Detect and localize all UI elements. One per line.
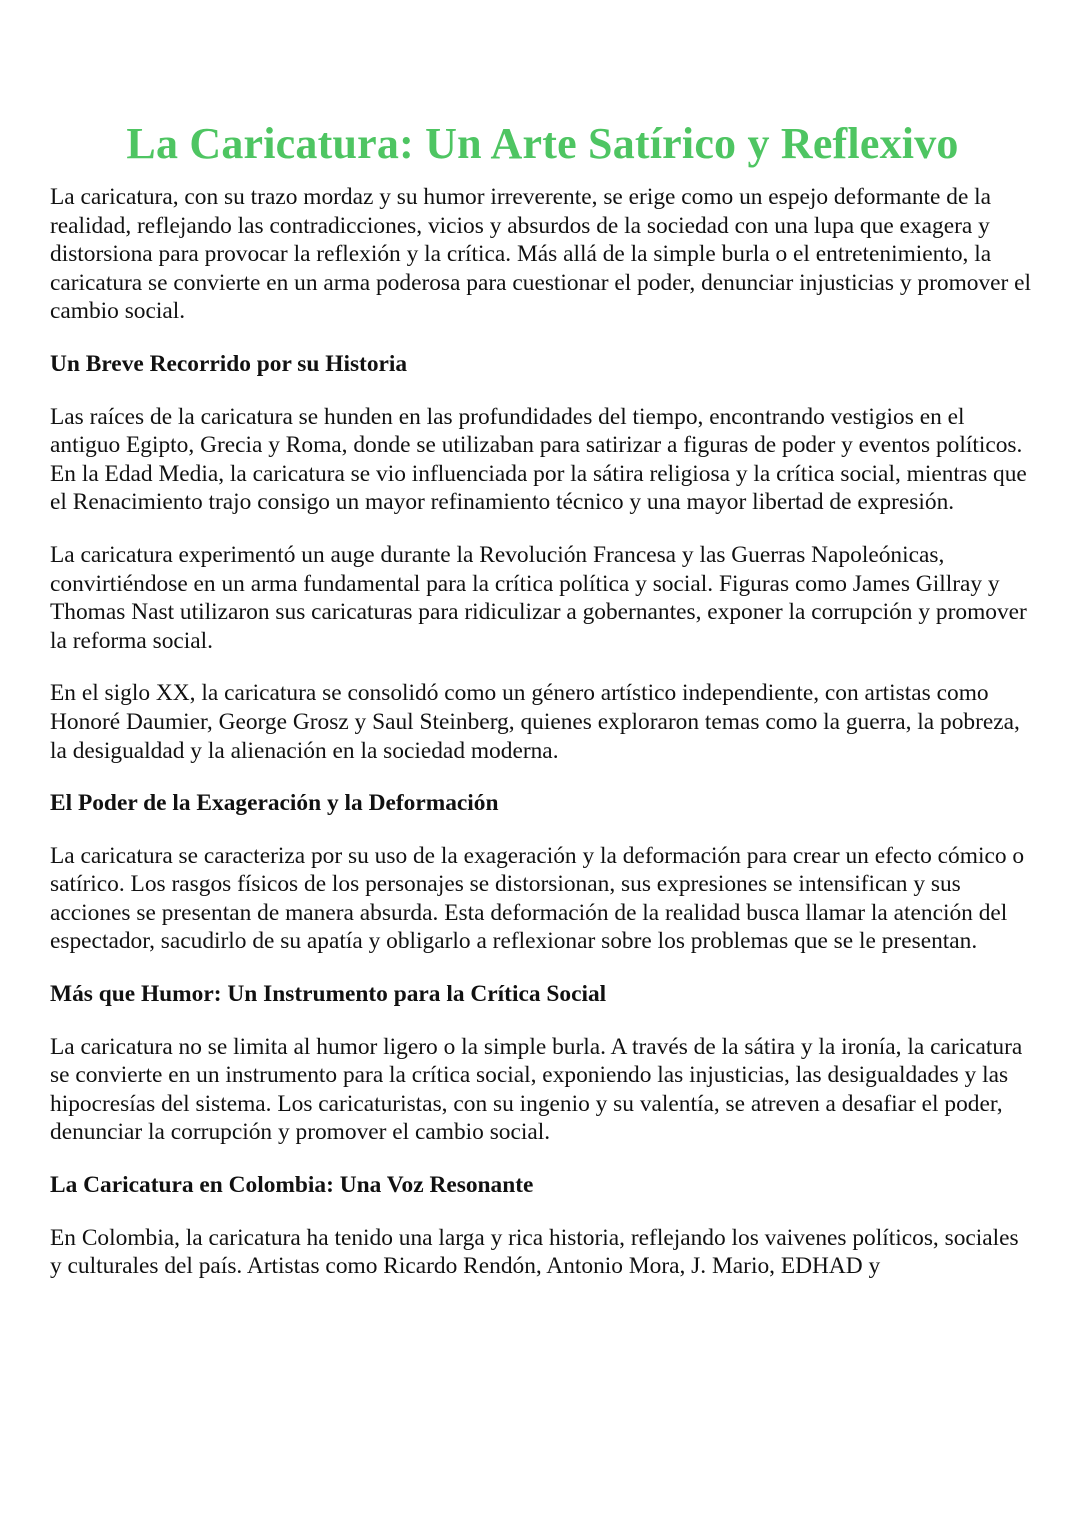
history-paragraph-1: Las raíces de la caricatura se hunden en las profundidades del tiempo, encontrando vestigios en el antiguo Egipto, Grecia y Roma, donde se utilizaban para satirizar a figuras de poder y eventos políticos. En la Edad Media, la caricatura se vio influenciada por la sátira religiosa y la crítica social, mientras que el Renacimiento trajo consigo un mayor refinamiento técnico y una mayor libertad de expresión. xyxy=(50,403,1027,516)
section-heading-colombia: La Caricatura en Colombia: Una Voz Resonante xyxy=(50,1172,534,1199)
exaggeration-paragraph: La caricatura se caracteriza por su uso de la exageración y la deformación para crear un efecto cómico o satírico. Los rasgos físicos de los personajes se distorsionan, sus expresiones se intensifican y sus acciones se presentan de manera absurda. Esta deformación de la realidad busca llamar la atención del espectador, sacudirlo de su apatía y obligarlo a reflexionar sobre los problemas que se le presentan. xyxy=(50,842,1025,955)
document-title: La Caricatura: Un Arte Satírico y Reflexivo xyxy=(126,119,959,168)
document-page xyxy=(50,0,1035,1281)
section-heading-history: Un Breve Recorrido por su Historia xyxy=(50,350,408,377)
section-heading-exaggeration: El Poder de la Exageración y la Deformación xyxy=(50,790,499,817)
social-critique-paragraph: La caricatura no se limita al humor ligero o la simple burla. A través de la sátira y la ironía, la caricatura se convierte en un instrumento para la crítica social, exponiendo las injusticias, las desigualdades y las hipocresías del sistema. Los caricaturistas, con su ingenio y su valentía, se atreven a desafiar el poder, denunciar la corrupción y promover el cambio social. xyxy=(50,1033,1023,1146)
intro-paragraph: La caricatura, con su trazo mordaz y su humor irreverente, se erige como un espejo deformante de la realidad, reflejando las contradicciones, vicios y absurdos de la sociedad con una lupa que exagera y distorsiona para provocar la reflexión y la crítica. Más allá de la simple burla o el entretenimiento, la caricatura se convierte en un arma poderosa para cuestionar el poder, denunciar injusticias y promover el cambio social. xyxy=(50,184,1032,325)
section-heading-social-critique: Más que Humor: Un Instrumento para la Crítica Social xyxy=(50,981,607,1008)
colombia-paragraph: En Colombia, la caricatura ha tenido una larga y rica historia, reflejando los vaivenes políticos, sociales y culturales del país. Artistas como Ricardo Rendón, Antonio Mora, J. Mario, EDHAD y xyxy=(50,1224,1019,1280)
history-paragraph-2: La caricatura experimentó un auge durante la Revolución Francesa y las Guerras Napoleónicas, convirtiéndose en un arma fundamental para la crítica política y social. Figuras como James Gillray y Thomas Nast utilizaron sus caricaturas para ridiculizar a gobernantes, exponer la corrupción y promover la reforma social. xyxy=(50,541,1027,654)
history-paragraph-3: En el siglo XX, la caricatura se consolidó como un género artístico independiente, con artistas como Honoré Daumier, George Grosz y Saul Steinberg, quienes exploraron temas como la guerra, la pobreza, la desigualdad y la alienación en la sociedad moderna. xyxy=(50,680,1020,764)
